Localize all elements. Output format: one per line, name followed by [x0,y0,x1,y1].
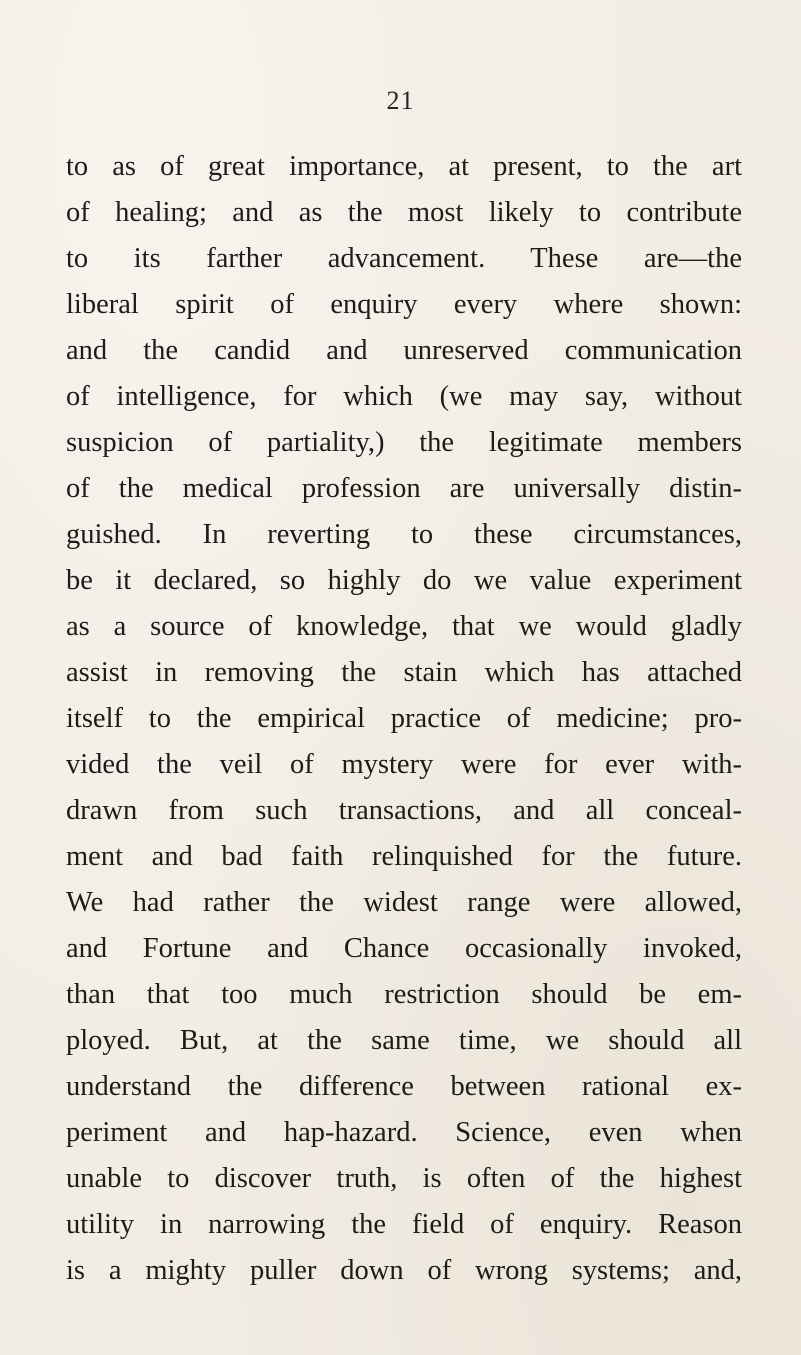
text-line: unable to discover truth, is often of the highest [66,1163,742,1194]
page-number: 21 [386,86,415,115]
text-line: guished. In reverting to these circumstances, [66,519,742,550]
text-line: is a mighty puller down of wrong systems; and, [66,1255,742,1286]
text-line: ployed. But, at the same time, we should all [66,1025,742,1056]
text-line: than that too much restriction should be em- [66,979,742,1010]
text-line: periment and hap-hazard. Science, even when [66,1117,742,1148]
text-line: of the medical profession are universally distin- [66,473,742,504]
text-line: understand the difference between rational ex- [66,1071,742,1102]
text-line: and the candid and unreserved communication [66,335,742,366]
text-line: assist in removing the stain which has attached [66,657,742,688]
text-line: drawn from such transactions, and all conceal- [66,795,742,826]
text-line: be it declared, so highly do we value experiment [66,565,742,596]
text-line: itself to the empirical practice of medicine; pro- [66,703,742,734]
text-line: liberal spirit of enquiry every where shown: [66,289,742,320]
text-line: ment and bad faith relinquished for the future. [66,841,742,872]
text-line: and Fortune and Chance occasionally invoked, [66,933,742,964]
text-line: to its farther advancement. These are—the [66,243,742,274]
text-line: as a source of knowledge, that we would gladly [66,611,742,642]
text-line: of intelligence, for which (we may say, without [66,381,742,412]
text-line: suspicion of partiality,) the legitimate members [66,427,742,458]
text-line: of healing; and as the most likely to contribute [66,197,742,228]
body-text [66,144,742,1294]
text-line: vided the veil of mystery were for ever with- [66,749,742,780]
text-line: We had rather the widest range were allowed, [66,887,742,918]
text-line: utility in narrowing the field of enquiry. Reason [66,1209,742,1240]
text-line: to as of great importance, at present, to the art [66,151,742,182]
